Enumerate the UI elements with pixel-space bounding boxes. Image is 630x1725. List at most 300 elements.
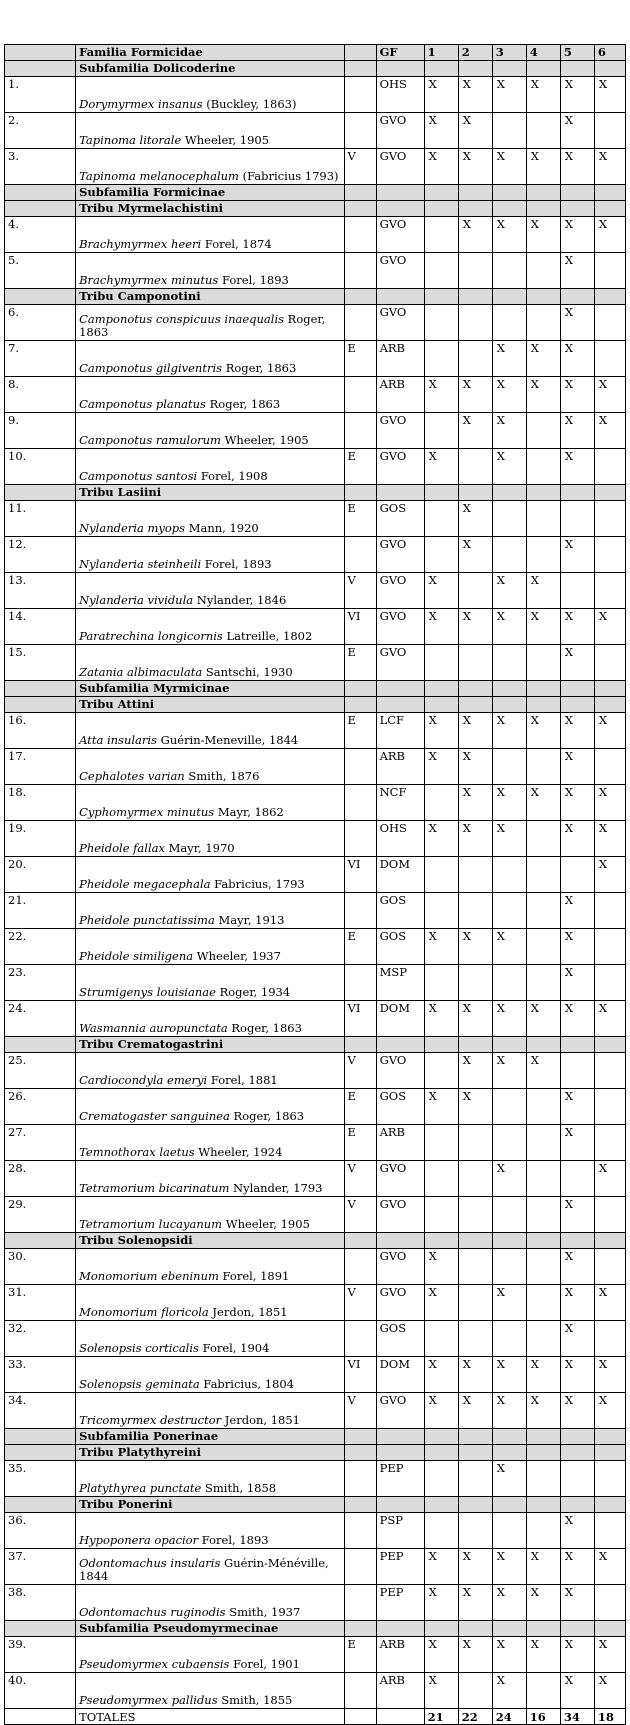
site-6-presence: X — [594, 713, 625, 749]
site-5-presence: X — [560, 1125, 594, 1161]
site-1-presence — [424, 217, 458, 253]
species-scientific-name: Paratrechina longicornis — [79, 629, 223, 643]
table-header-row — [5, 45, 626, 61]
header-site-3: 3 — [492, 45, 526, 61]
conservation-category: VI — [344, 857, 376, 893]
site-5-presence: X — [560, 1089, 594, 1125]
species-row — [5, 713, 626, 749]
species-scientific-name: Camponotus planatus — [79, 397, 206, 411]
species-row — [5, 1285, 626, 1321]
species-name-cell — [76, 821, 344, 857]
species-number: 26. — [5, 1089, 76, 1125]
group-blank-cell — [560, 1233, 594, 1249]
species-row — [5, 341, 626, 377]
species-number: 12. — [5, 537, 76, 573]
functional-group: GOS — [376, 929, 424, 965]
species-name-cell — [76, 929, 344, 965]
species-name-cell — [76, 1461, 344, 1497]
group-blank-cell — [526, 1037, 560, 1053]
species-row — [5, 377, 626, 413]
species-authority: Forel, 1874 — [201, 237, 272, 251]
group-header-row — [5, 697, 626, 713]
table-body — [5, 45, 626, 1725]
site-6-presence: X — [594, 1637, 625, 1673]
species-number: 32. — [5, 1321, 76, 1357]
site-4-presence — [526, 501, 560, 537]
site-6-presence: X — [594, 1285, 625, 1321]
species-scientific-name: Cyphomyrmex minutus — [79, 805, 215, 819]
site-1-presence: X — [424, 1585, 458, 1621]
conservation-category: E — [344, 929, 376, 965]
functional-group: GVO — [376, 305, 424, 341]
species-name-cell — [76, 1393, 344, 1429]
group-blank-cell — [344, 1429, 376, 1445]
site-4-presence — [526, 1461, 560, 1497]
group-num-blank — [5, 1037, 76, 1053]
functional-group: GOS — [376, 893, 424, 929]
species-row — [5, 1321, 626, 1357]
group-blank-cell — [560, 697, 594, 713]
species-row — [5, 1089, 626, 1125]
species-number: 30. — [5, 1249, 76, 1285]
site-2-presence: X — [458, 1357, 492, 1393]
species-scientific-name: Monomorium floricola — [79, 1305, 209, 1319]
site-4-presence — [526, 857, 560, 893]
header-site-5: 5 — [560, 45, 594, 61]
species-row — [5, 609, 626, 645]
species-row — [5, 1513, 626, 1549]
species-row — [5, 305, 626, 341]
site-2-presence: X — [458, 217, 492, 253]
species-number: 38. — [5, 1585, 76, 1621]
species-scientific-name: Odontomachus insularis — [79, 1556, 221, 1570]
site-3-presence: X — [492, 609, 526, 645]
species-name-cell — [76, 449, 344, 485]
species-scientific-name: Solenopsis geminata — [79, 1377, 200, 1391]
group-blank-cell — [424, 1233, 458, 1249]
group-blank-cell — [458, 1233, 492, 1249]
species-authority: Fabricius, 1804 — [199, 1377, 294, 1391]
site-6-presence — [594, 1197, 625, 1233]
site-5-presence: X — [560, 77, 594, 113]
species-row — [5, 1125, 626, 1161]
species-name-cell — [76, 713, 344, 749]
site-4-presence — [526, 1249, 560, 1285]
header-gf: GF — [376, 45, 424, 61]
species-name-cell — [76, 537, 344, 573]
species-authority: Smith, 1855 — [217, 1693, 293, 1707]
conservation-category — [344, 1585, 376, 1621]
species-number: 36. — [5, 1513, 76, 1549]
site-3-presence: X — [492, 413, 526, 449]
conservation-category — [344, 1461, 376, 1497]
conservation-category: E — [344, 341, 376, 377]
functional-group: PSP — [376, 1513, 424, 1549]
group-num-blank — [5, 185, 76, 201]
group-blank-cell — [594, 1037, 625, 1053]
group-blank-cell — [458, 185, 492, 201]
group-label: Tribu Camponotini — [76, 289, 344, 305]
site-3-presence — [492, 893, 526, 929]
header-site-6: 6 — [594, 45, 625, 61]
site-4-presence: X — [526, 1637, 560, 1673]
site-5-presence: X — [560, 893, 594, 929]
site-5-presence: X — [560, 785, 594, 821]
species-scientific-name: Nylanderia myops — [79, 521, 186, 535]
total-site-6: 18 — [594, 1709, 625, 1725]
species-scientific-name: Camponotus ramulorum — [79, 433, 221, 447]
species-row — [5, 1585, 626, 1621]
species-name-cell — [76, 377, 344, 413]
species-row — [5, 1549, 626, 1585]
conservation-category: E — [344, 1637, 376, 1673]
site-4-presence: X — [526, 77, 560, 113]
group-blank-cell — [560, 1497, 594, 1513]
site-5-presence — [560, 857, 594, 893]
site-4-presence: X — [526, 713, 560, 749]
species-scientific-name: Brachymyrmex minutus — [79, 273, 219, 287]
group-num-blank — [5, 61, 76, 77]
site-4-presence: X — [526, 1001, 560, 1037]
species-authority: Wheeler, 1905 — [220, 433, 309, 447]
site-5-presence: X — [560, 377, 594, 413]
site-6-presence — [594, 1585, 625, 1621]
site-1-presence — [424, 1053, 458, 1089]
group-header-row — [5, 289, 626, 305]
species-authority: Roger, 1863 — [79, 312, 326, 339]
group-label: Subfamilia Dolicoderine — [76, 61, 344, 77]
functional-group: GVO — [376, 1197, 424, 1233]
site-6-presence — [594, 449, 625, 485]
site-2-presence: X — [458, 713, 492, 749]
conservation-category — [344, 1513, 376, 1549]
species-number: 1. — [5, 77, 76, 113]
species-number: 14. — [5, 609, 76, 645]
group-blank-cell — [376, 1429, 424, 1445]
site-6-presence: X — [594, 149, 625, 185]
site-4-presence: X — [526, 377, 560, 413]
group-blank-cell — [458, 1497, 492, 1513]
group-label: Tribu Crematogastrini — [76, 1037, 344, 1053]
site-4-presence: X — [526, 149, 560, 185]
site-2-presence: X — [458, 821, 492, 857]
site-5-presence: X — [560, 341, 594, 377]
site-3-presence: X — [492, 785, 526, 821]
group-blank-cell — [526, 1445, 560, 1461]
total-site-1: 21 — [424, 1709, 458, 1725]
site-6-presence — [594, 537, 625, 573]
site-6-presence: X — [594, 1393, 625, 1429]
conservation-category — [344, 77, 376, 113]
site-4-presence: X — [526, 1585, 560, 1621]
site-2-presence: X — [458, 413, 492, 449]
species-number: 13. — [5, 573, 76, 609]
group-blank-cell — [376, 289, 424, 305]
site-1-presence — [424, 341, 458, 377]
site-3-presence — [492, 305, 526, 341]
group-blank-cell — [526, 185, 560, 201]
site-3-presence: X — [492, 1001, 526, 1037]
group-blank-cell — [458, 201, 492, 217]
header-site-1: 1 — [424, 45, 458, 61]
group-label: Subfamilia Pseudomyrmecinae — [76, 1621, 344, 1637]
group-blank-cell — [560, 1621, 594, 1637]
site-5-presence: X — [560, 253, 594, 289]
conservation-category: VI — [344, 1001, 376, 1037]
site-1-presence — [424, 501, 458, 537]
species-name-cell — [76, 413, 344, 449]
group-blank-cell — [458, 1621, 492, 1637]
group-blank-cell — [376, 697, 424, 713]
group-blank-cell — [344, 61, 376, 77]
group-blank-cell — [376, 1037, 424, 1053]
species-authority: Wheeler, 1905 — [222, 1217, 310, 1231]
group-blank-cell — [526, 201, 560, 217]
species-scientific-name: Pseudomyrmex cubaensis — [79, 1657, 230, 1671]
species-row — [5, 449, 626, 485]
group-label: Tribu Ponerini — [76, 1497, 344, 1513]
site-5-presence: X — [560, 1249, 594, 1285]
species-name-cell — [76, 609, 344, 645]
site-6-presence — [594, 749, 625, 785]
site-2-presence — [458, 1161, 492, 1197]
species-number: 19. — [5, 821, 76, 857]
conservation-category: E — [344, 501, 376, 537]
site-1-presence: X — [424, 449, 458, 485]
group-blank-cell — [458, 1429, 492, 1445]
conservation-category: VI — [344, 609, 376, 645]
species-scientific-name: Tapinoma litorale — [79, 133, 182, 147]
group-blank-cell — [526, 1233, 560, 1249]
species-name-cell — [76, 785, 344, 821]
group-header-row — [5, 485, 626, 501]
functional-group: PEP — [376, 1461, 424, 1497]
functional-group: GOS — [376, 501, 424, 537]
site-3-presence: X — [492, 217, 526, 253]
functional-group: ARB — [376, 1673, 424, 1709]
site-1-presence: X — [424, 1393, 458, 1429]
site-1-presence: X — [424, 149, 458, 185]
species-name-cell — [76, 149, 344, 185]
site-6-presence — [594, 1125, 625, 1161]
species-authority: Wheeler, 1924 — [194, 1145, 283, 1159]
species-authority: Fabricius, 1793 — [210, 877, 305, 891]
species-number: 31. — [5, 1285, 76, 1321]
site-2-presence: X — [458, 377, 492, 413]
group-blank-cell — [526, 1429, 560, 1445]
species-authority: Guérin-Meneville, 1844 — [156, 733, 299, 747]
group-blank-cell — [424, 61, 458, 77]
species-scientific-name: Wasmannia auropunctata — [79, 1021, 228, 1035]
conservation-category: E — [344, 1089, 376, 1125]
species-row — [5, 1673, 626, 1709]
species-number: 2. — [5, 113, 76, 149]
site-3-presence — [492, 113, 526, 149]
site-2-presence: X — [458, 1089, 492, 1125]
species-number: 4. — [5, 217, 76, 253]
conservation-category — [344, 537, 376, 573]
species-row — [5, 1197, 626, 1233]
site-3-presence: X — [492, 1053, 526, 1089]
site-5-presence: X — [560, 537, 594, 573]
species-authority: Wheeler, 1905 — [181, 133, 270, 147]
site-4-presence — [526, 749, 560, 785]
site-2-presence: X — [458, 749, 492, 785]
functional-group: GVO — [376, 113, 424, 149]
species-row — [5, 1001, 626, 1037]
site-2-presence — [458, 1513, 492, 1549]
group-header-row — [5, 681, 626, 697]
site-2-presence — [458, 893, 492, 929]
site-6-presence: X — [594, 413, 625, 449]
group-blank-cell — [492, 1037, 526, 1053]
group-label: Tribu Solenopsidi — [76, 1233, 344, 1249]
species-authority: Forel, 1893 — [198, 1533, 269, 1547]
species-authority: Nylander, 1793 — [229, 1181, 323, 1195]
species-number: 24. — [5, 1001, 76, 1037]
site-5-presence: X — [560, 1197, 594, 1233]
group-blank-cell — [492, 1445, 526, 1461]
group-blank-cell — [526, 485, 560, 501]
group-header-row — [5, 185, 626, 201]
site-4-presence — [526, 413, 560, 449]
conservation-category — [344, 217, 376, 253]
group-blank-cell — [458, 681, 492, 697]
group-blank-cell — [492, 1621, 526, 1637]
species-row — [5, 113, 626, 149]
site-3-presence — [492, 1125, 526, 1161]
group-blank-cell — [492, 485, 526, 501]
site-2-presence — [458, 341, 492, 377]
site-1-presence: X — [424, 609, 458, 645]
site-2-presence — [458, 305, 492, 341]
species-name-cell — [76, 253, 344, 289]
site-3-presence: X — [492, 341, 526, 377]
species-row — [5, 785, 626, 821]
conservation-category: V — [344, 1393, 376, 1429]
conservation-category — [344, 749, 376, 785]
group-blank-cell — [424, 485, 458, 501]
functional-group: GVO — [376, 645, 424, 681]
site-5-presence: X — [560, 149, 594, 185]
species-number: 20. — [5, 857, 76, 893]
site-4-presence — [526, 929, 560, 965]
group-blank-cell — [594, 485, 625, 501]
species-number: 11. — [5, 501, 76, 537]
species-number: 34. — [5, 1393, 76, 1429]
species-scientific-name: Tapinoma melanocephalum — [79, 169, 239, 183]
site-6-presence: X — [594, 1001, 625, 1037]
group-blank-cell — [344, 289, 376, 305]
conservation-category: E — [344, 1125, 376, 1161]
site-1-presence: X — [424, 1637, 458, 1673]
group-blank-cell — [526, 1621, 560, 1637]
site-5-presence — [560, 573, 594, 609]
functional-group: ARB — [376, 341, 424, 377]
group-blank-cell — [492, 289, 526, 305]
group-blank-cell — [424, 289, 458, 305]
species-name-cell — [76, 1637, 344, 1673]
site-6-presence — [594, 501, 625, 537]
group-blank-cell — [376, 1497, 424, 1513]
site-5-presence: X — [560, 713, 594, 749]
site-3-presence: X — [492, 1161, 526, 1197]
group-blank-cell — [492, 201, 526, 217]
site-4-presence — [526, 253, 560, 289]
site-6-presence: X — [594, 857, 625, 893]
site-5-presence: X — [560, 217, 594, 253]
group-blank-cell — [560, 1445, 594, 1461]
species-name-cell — [76, 1513, 344, 1549]
group-label: Subfamilia Myrmicinae — [76, 681, 344, 697]
species-scientific-name: Zatania albimaculata — [79, 665, 203, 679]
site-1-presence — [424, 1161, 458, 1197]
site-3-presence: X — [492, 1461, 526, 1497]
conservation-category: V — [344, 1285, 376, 1321]
site-4-presence — [526, 1125, 560, 1161]
site-3-presence — [492, 1321, 526, 1357]
site-5-presence: X — [560, 1001, 594, 1037]
totals-label: TOTALES — [76, 1709, 344, 1725]
site-1-presence: X — [424, 1357, 458, 1393]
group-blank-cell — [458, 697, 492, 713]
group-blank-cell — [376, 201, 424, 217]
functional-group: GVO — [376, 413, 424, 449]
site-6-presence: X — [594, 785, 625, 821]
site-4-presence — [526, 305, 560, 341]
site-4-presence: X — [526, 609, 560, 645]
group-label: Subfamilia Ponerinae — [76, 1429, 344, 1445]
species-authority: Mayr, 1862 — [214, 805, 284, 819]
functional-group: GVO — [376, 253, 424, 289]
site-5-presence: X — [560, 929, 594, 965]
group-label: Tribu Platythyreini — [76, 1445, 344, 1461]
site-3-presence: X — [492, 77, 526, 113]
conservation-category: VI — [344, 1357, 376, 1393]
site-5-presence: X — [560, 1585, 594, 1621]
conservation-category — [344, 253, 376, 289]
species-scientific-name: Dorymyrmex insanus — [79, 97, 203, 111]
species-scientific-name: Hypoponera opacior — [79, 1533, 199, 1547]
species-row — [5, 857, 626, 893]
site-2-presence — [458, 573, 492, 609]
site-2-presence — [458, 1125, 492, 1161]
species-authority: Smith, 1876 — [184, 769, 260, 783]
group-blank-cell — [458, 485, 492, 501]
site-4-presence — [526, 1161, 560, 1197]
species-name-cell — [76, 1285, 344, 1321]
group-blank-cell — [344, 1233, 376, 1249]
species-scientific-name: Camponotus conspicuus inaequalis — [79, 312, 285, 326]
group-blank-cell — [594, 289, 625, 305]
species-row — [5, 77, 626, 113]
species-row — [5, 929, 626, 965]
site-3-presence: X — [492, 821, 526, 857]
species-row — [5, 501, 626, 537]
species-number: 10. — [5, 449, 76, 485]
site-2-presence — [458, 857, 492, 893]
site-1-presence: X — [424, 749, 458, 785]
site-2-presence: X — [458, 1637, 492, 1673]
species-authority: Forel, 1908 — [197, 469, 268, 483]
site-5-presence — [560, 501, 594, 537]
group-label: Tribu Lasiini — [76, 485, 344, 501]
species-number: 39. — [5, 1637, 76, 1673]
site-6-presence: X — [594, 1357, 625, 1393]
site-6-presence — [594, 1321, 625, 1357]
site-2-presence: X — [458, 785, 492, 821]
site-4-presence — [526, 113, 560, 149]
